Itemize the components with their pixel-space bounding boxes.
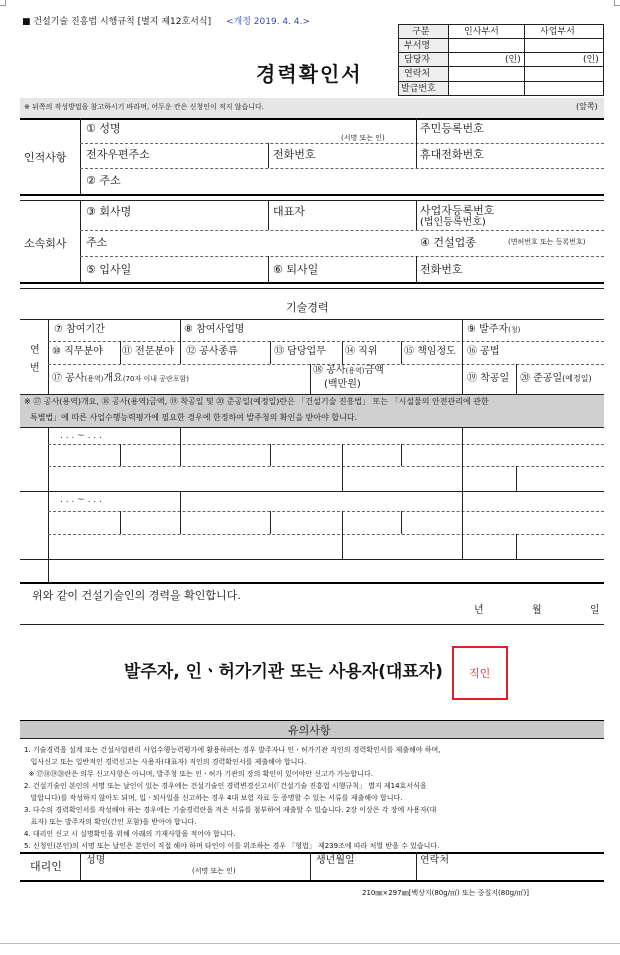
- approval-row-contact: 연락처: [404, 69, 431, 79]
- note-line: 2. 건설기술인 본인의 서명 또는 날인이 있는 경우에는 건설기술인 경력변경신고서(「건설기술 진흥법 시행규칙」 별지 제14호서식을: [24, 782, 427, 790]
- col-work-overview: ⑰ 공사(용역)개요(70자 이내 공란포함): [52, 373, 189, 384]
- agent-sign-hint: (서명 또는 인): [192, 867, 236, 875]
- confirm-day: 일: [590, 605, 600, 616]
- corner-mark-right: [614, 0, 620, 6]
- applicant-sign-hint: (서명 또는 인): [341, 134, 385, 142]
- agent-section-label: 대리인: [30, 860, 62, 873]
- col-project-name: ⑧ 참여사업명: [184, 324, 245, 335]
- agent-birth-label: 생년월일: [316, 855, 355, 866]
- company-address-label: 주소: [86, 236, 108, 249]
- approval-row-issue-no: 발급번호: [401, 84, 436, 94]
- col-duty: ⑬ 담당업무: [274, 346, 326, 357]
- biz-number-label: 사업자등록번호: [420, 204, 495, 217]
- col-client: ⑨ 발주자(청): [467, 324, 521, 335]
- note-line: 3. 다수의 경력확인서를 작성해야 하는 경우에는 기술경력란을 적은 서류를 첨부하여 제출할 수 있습니다. 2장 이상은 각 장에 사용자(대: [24, 806, 437, 814]
- career-notice-line-2: 특별법」에 따른 사업수행능력평가에 필요한 경우에 한정하여 발주청의 확인을 받아야 합니다.: [30, 413, 358, 422]
- col-method: ⑯ 공법: [467, 346, 500, 357]
- approval-seal-hr: (인): [505, 55, 521, 65]
- join-date-label: ⑤ 입사일: [86, 263, 132, 276]
- paper-spec-footer: 210㎜×297㎜[백상지(80g/㎡) 또는 중질지(80g/㎡)]: [362, 889, 529, 897]
- seal-label: 직인: [469, 667, 491, 680]
- career-row-label-2: 번: [30, 363, 40, 374]
- note-line: 4. 대리인 신고 시 실명확인을 위해 아래의 기재사항을 적어야 합니다.: [24, 830, 236, 838]
- career-notice-line-1: ※ ⑰ 공사(용역)개요, ⑱ 공사(용역)금액, ⑲ 착공일 및 ⑳ 준공일(예정일)란은 「건설기술 진흥법」 또는 「시설물의 안전관리에 관한: [24, 397, 489, 406]
- col-position: ⑭ 직위: [345, 346, 378, 357]
- form-reference: ■ 건설기술 진흥법 시행규칙 [별지 제12호서식]: [22, 17, 212, 27]
- confirm-signer: 발주자, 인ㆍ허가기관 또는 사용자(대표자): [124, 662, 443, 682]
- confirm-statement: 위와 같이 건설기술인의 경력을 확인합니다.: [32, 589, 241, 602]
- instruction-side: (앞쪽): [576, 102, 598, 111]
- instruction-text: ※ 뒤쪽의 작성방법을 참고하시기 바라며, 어두운 칸은 신청인이 적지 않습니다.: [24, 103, 264, 111]
- col-start-date: ⑲ 착공일: [467, 373, 510, 384]
- leave-date-label: ⑥ 퇴사일: [273, 263, 319, 276]
- notes-list: [24, 744, 602, 852]
- revision-date: <개정 2019. 4. 4.>: [226, 17, 310, 27]
- col-end-date: ⑳ 준공일(예정일): [520, 373, 592, 384]
- page-bottom-edge: [0, 943, 620, 944]
- company-phone-label: 전화번호: [420, 263, 463, 276]
- note-line: 입사신고 또는 일반적인 경력신고는 사용자(대표자) 직인의 경력확인서를 제출해야 합니다.: [24, 758, 307, 766]
- col-job-field: ⑩ 직무분야: [52, 346, 103, 357]
- col-participation-period: ⑦ 참여기간: [54, 324, 105, 335]
- note-line: 말합니다)를 작성하지 않아도 되며, 입ㆍ퇴사일을 신고하는 경우 4대 보험 자료 등 증명할 수 있는 서류를 제출해야 합니다.: [24, 794, 403, 802]
- note-line: ※ ⑰⑱⑲⑳란은 의무 신고사항은 아니며, 발주청 또는 인ㆍ허가 기관의 장의 확인이 있어야만 신고가 가능합니다.: [24, 770, 373, 778]
- confirm-month: 월: [532, 605, 542, 616]
- approval-col-biz: 사업부서: [540, 27, 575, 37]
- company-name-label: ③ 회사명: [86, 205, 132, 218]
- approval-row-dept: 부서명: [404, 41, 431, 51]
- corp-number-label: (법인등록번호): [420, 217, 486, 228]
- resident-number-label: 주민등록번호: [420, 122, 484, 135]
- note-line: 1. 기술경력을 설계 또는 건설사업관리 사업수행능력평가에 활용하려는 경우 발주자나 인ㆍ허가기관 직인의 경력확인서를 제출해야 하며,: [24, 746, 441, 754]
- approval-col-hr: 인사부서: [464, 27, 499, 37]
- col-work-type: ⑫ 공사종류: [186, 346, 238, 357]
- biz-type-label: ④ 건설업종: [420, 236, 476, 249]
- phone-label: 전화번호: [273, 148, 316, 161]
- approval-seal-biz: (인): [583, 55, 599, 65]
- address-label: ② 주소: [86, 174, 121, 187]
- col-work-amount: ⑱ 공사(용역)금액: [313, 365, 384, 376]
- agent-name-label: 성명: [86, 855, 106, 866]
- col-specialty: ⑪ 전문분야: [122, 346, 174, 357]
- company-section-label: 소속회사: [24, 237, 67, 250]
- personal-section-label: 인적사항: [24, 151, 67, 164]
- col-amount-unit: (백만원): [324, 379, 361, 390]
- approval-row-manager: 담당자: [404, 55, 431, 65]
- page-title: 경력확인서: [256, 62, 363, 86]
- career-entry-1-period[interactable]: . . . ~ . . .: [60, 431, 102, 441]
- col-responsibility: ⑮ 책임정도: [404, 346, 456, 357]
- career-title: 기술경력: [286, 301, 329, 314]
- ceo-label: 대표자: [273, 205, 305, 218]
- email-label: 전자우편주소: [86, 148, 150, 161]
- confirm-year: 년: [474, 605, 484, 616]
- applicant-name-label: ① 성명: [86, 122, 121, 135]
- biz-type-hint: (면허번호 또는 등록번호): [508, 238, 586, 246]
- agent-contact-label: 연락처: [420, 855, 449, 866]
- mobile-label: 휴대전화번호: [420, 148, 484, 161]
- note-line: 표자) 또는 발주자의 확인(간인 포함)을 받아야 합니다.: [24, 818, 197, 826]
- career-entry-2-period[interactable]: . . . ~ . . .: [60, 495, 102, 505]
- corner-mark-left: [0, 0, 6, 6]
- note-line: 5. 신청인(본인)의 서명 또는 날인은 본인이 직접 해야 하며 타인이 이를 위조하는 경우 「형법」 제239조에 따라 처벌 받을 수 있습니다.: [24, 842, 440, 850]
- approval-col-category: 구분: [412, 27, 430, 37]
- notes-title: 유의사항: [288, 724, 331, 737]
- career-row-label-1: 연: [30, 345, 40, 356]
